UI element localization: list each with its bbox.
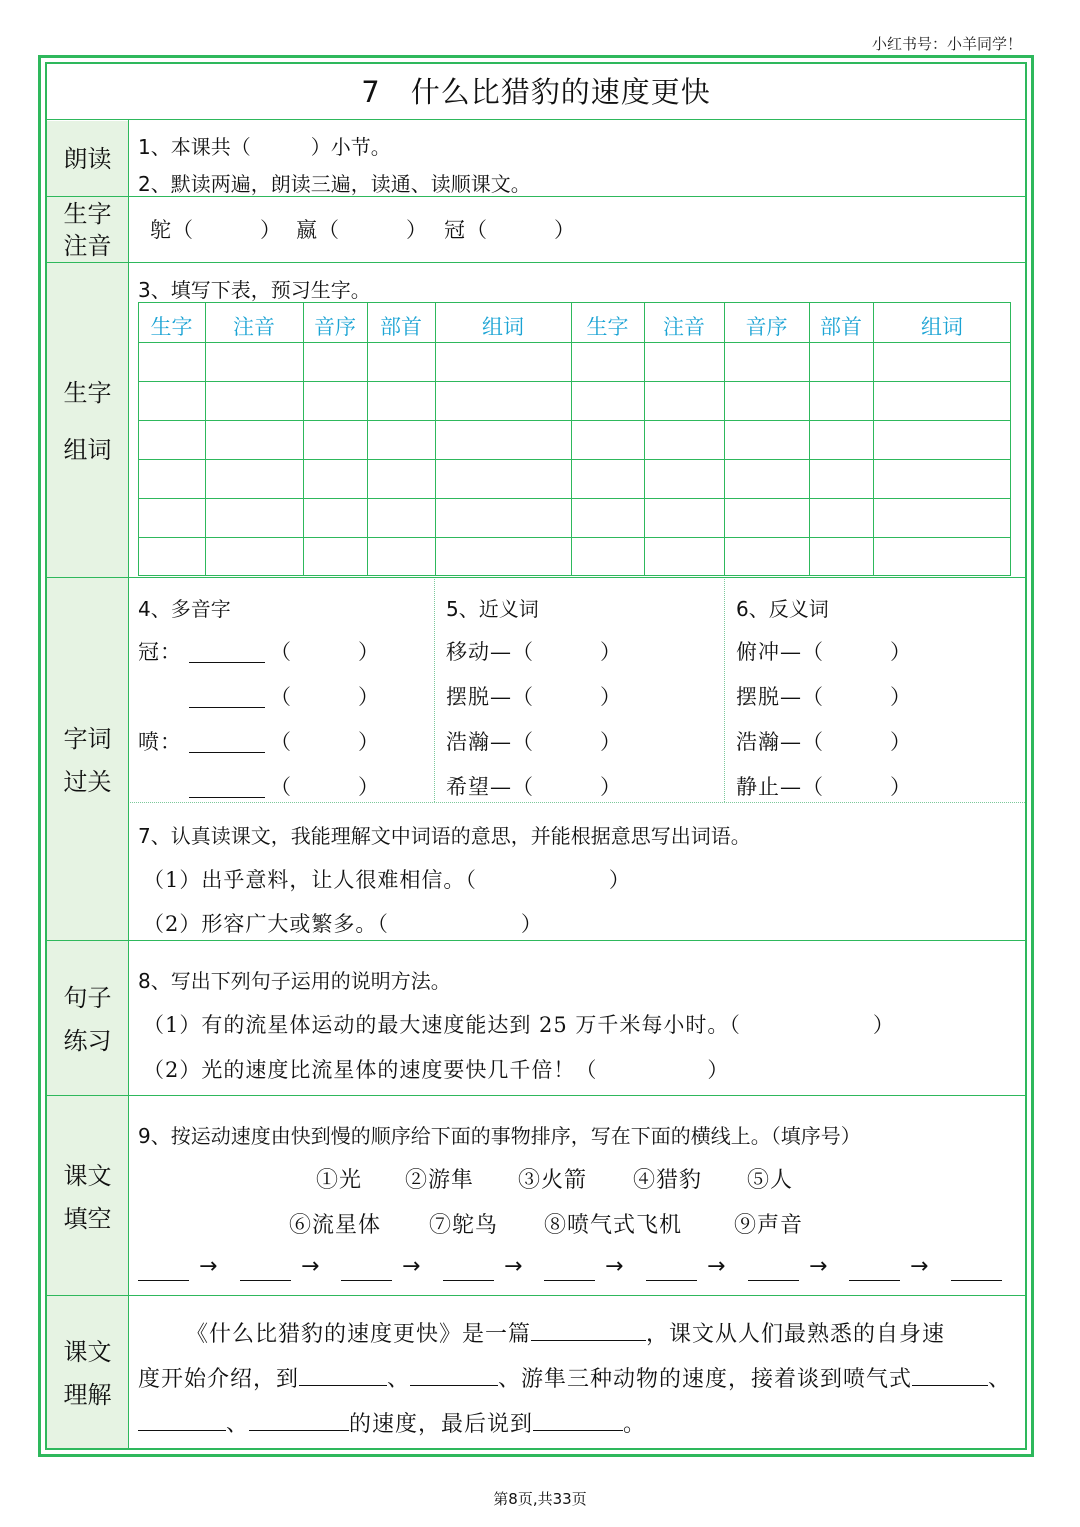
table-column-divider	[205, 302, 206, 576]
question-8-2: （2）光的速度比流星体的速度要快几千倍！（ ）	[143, 1058, 730, 1082]
section-label-juzi-2: 练习	[63, 1027, 112, 1055]
character-table	[138, 302, 1011, 576]
table-column-divider	[571, 302, 572, 576]
answer-blank[interactable]	[189, 707, 265, 708]
question-7-1: （1）出乎意料，让人很难相信。（ ）	[143, 868, 631, 892]
arrow-icon: →	[910, 1254, 930, 1279]
arrow-icon: →	[809, 1254, 829, 1279]
section-label-guoguan-1: 字词	[63, 725, 112, 753]
arrow-icon: →	[504, 1254, 524, 1279]
polyphone-char-pen: 喷：	[138, 730, 182, 754]
table-column-divider	[435, 302, 436, 576]
page-title: 7 什么比猎豹的速度更快	[361, 75, 711, 109]
table-header-cell: 注音	[233, 315, 275, 339]
question-1: 1、本课共（ ）小节。	[138, 135, 391, 159]
sequence-blank[interactable]	[748, 1280, 799, 1281]
section-label-juzi-1: 句子	[63, 984, 112, 1012]
table-row-divider	[138, 498, 1011, 499]
question-7: 7、认真读课文，我能理解文中词语的意思，并能根据意思写出词语。	[138, 824, 751, 848]
section-label-zuci-1: 生字	[63, 379, 112, 407]
pinyin-item: 嬴（ ）	[296, 218, 428, 242]
question-9: 9、按运动速度由快到慢的顺序给下面的事物排序，写在下面的横线上。（填序号）	[138, 1124, 861, 1148]
table-column-divider	[873, 302, 874, 576]
section-label-langdu: 朗读	[63, 145, 112, 173]
comprehension-line-3: 、 的速度，最后说到 。	[138, 1407, 646, 1438]
arrow-icon: →	[605, 1254, 625, 1279]
question-3: 3、填写下表，预习生字。	[138, 278, 371, 302]
question-8-1: （1）有的流星体运动的最大速度能达到 25 万千米每小时。（ ）	[143, 1013, 895, 1037]
section-label-tiankong-1: 课文	[63, 1162, 112, 1190]
sequence-blank[interactable]	[951, 1280, 1002, 1281]
table-header-cell: 音序	[745, 315, 788, 339]
polyphone-char-guan: 冠：	[138, 640, 182, 664]
sequence-option: ⑦鸵鸟	[429, 1213, 499, 1238]
sequence-blank[interactable]	[240, 1280, 291, 1281]
synonym-item: 浩瀚—（ ）	[446, 730, 622, 754]
sequence-blank[interactable]	[544, 1280, 595, 1281]
comprehension-line-2: 度开始介绍，到 、 、游隼三种动物的速度，接着谈到喷气式 、	[138, 1367, 1012, 1392]
sequence-option: ⑧喷气式飞机	[544, 1213, 683, 1238]
table-row-divider	[138, 381, 1011, 382]
answer-paren: （ ）	[270, 775, 380, 799]
section-label-zhuyin-1: 生字	[63, 200, 112, 228]
section-label-zhuyin-2: 注音	[63, 232, 112, 260]
section-label-lijie-2: 理解	[63, 1381, 112, 1409]
arrow-icon: →	[707, 1254, 727, 1279]
sequence-blank[interactable]	[646, 1280, 697, 1281]
arrow-icon: →	[301, 1254, 321, 1279]
sequence-blank[interactable]	[443, 1280, 494, 1281]
pinyin-item: 冠（ ）	[444, 218, 576, 242]
section-label-lijie-1: 课文	[63, 1338, 112, 1366]
sequence-blank[interactable]	[341, 1280, 392, 1281]
sequence-option: ②游隼	[405, 1168, 475, 1193]
section-label-guoguan-2: 过关	[63, 768, 112, 796]
inner-frame	[45, 62, 1027, 1450]
answer-blank[interactable]	[189, 752, 265, 753]
table-header-cell: 音序	[314, 315, 356, 339]
table-row-divider	[138, 537, 1011, 538]
pinyin-item: 鸵（ ）	[150, 218, 282, 242]
sequence-option: ③火箭	[518, 1168, 588, 1193]
table-row-divider	[138, 342, 1011, 343]
table-row-divider	[138, 459, 1011, 460]
table-column-divider	[644, 302, 645, 576]
sequence-blank[interactable]	[849, 1280, 900, 1281]
synonym-item: 摆脱—（ ）	[446, 685, 622, 709]
table-column-divider	[724, 302, 725, 576]
table-header-cell: 部首	[820, 315, 862, 339]
table-header-cell: 注音	[663, 315, 705, 339]
answer-paren: （ ）	[270, 730, 380, 754]
table-row-divider	[138, 420, 1011, 421]
sequence-option: ⑨声音	[734, 1213, 804, 1238]
sequence-blank[interactable]	[138, 1280, 189, 1281]
sequence-option: ⑤人	[747, 1168, 794, 1193]
antonym-item: 浩瀚—（ ）	[736, 730, 912, 754]
question-2: 2、默读两遍，朗读三遍，读通、读顺课文。	[138, 172, 531, 196]
table-header-cell: 生字	[150, 315, 193, 339]
table-column-divider	[367, 302, 368, 576]
antonym-item: 俯冲—（ ）	[736, 640, 912, 664]
comprehension-line-1: 《什么比猎豹的速度更快》是一篇 ，课文从人们最熟悉的自身速	[186, 1322, 946, 1347]
question-7-2: （2）形容广大或繁多。（ ）	[143, 912, 543, 936]
synonym-item: 希望—（ ）	[446, 775, 622, 799]
question-6: 6、反义词	[736, 597, 829, 621]
synonym-item: 移动—（ ）	[446, 640, 622, 664]
arrow-icon: →	[402, 1254, 422, 1279]
sequence-option: ④猎豹	[633, 1168, 703, 1193]
antonym-item: 摆脱—（ ）	[736, 685, 912, 709]
table-header-cell: 生字	[586, 315, 629, 339]
question-5: 5、近义词	[446, 597, 539, 621]
antonym-item: 静止—（ ）	[736, 775, 912, 799]
answer-paren: （ ）	[270, 640, 380, 664]
watermark: 小红书号：小羊同学！	[871, 35, 1022, 53]
arrow-icon: →	[199, 1254, 219, 1279]
answer-blank[interactable]	[189, 797, 265, 798]
question-4: 4、多音字	[138, 597, 231, 621]
table-column-divider	[303, 302, 304, 576]
answer-paren: （ ）	[270, 685, 380, 709]
table-column-divider	[809, 302, 810, 576]
answer-blank[interactable]	[189, 662, 265, 663]
page-footer: 第8页,共33页	[493, 1490, 587, 1508]
table-header-cell: 组词	[921, 315, 963, 339]
section-label-zuci-2: 组词	[63, 436, 112, 464]
table-header-cell: 部首	[380, 315, 422, 339]
sequence-option: ⑥流星体	[289, 1213, 382, 1238]
table-header-cell: 组词	[482, 315, 524, 339]
sequence-option: ①光	[316, 1168, 363, 1193]
section-label-tiankong-2: 填空	[63, 1205, 112, 1233]
question-8: 8、写出下列句子运用的说明方法。	[138, 969, 451, 993]
